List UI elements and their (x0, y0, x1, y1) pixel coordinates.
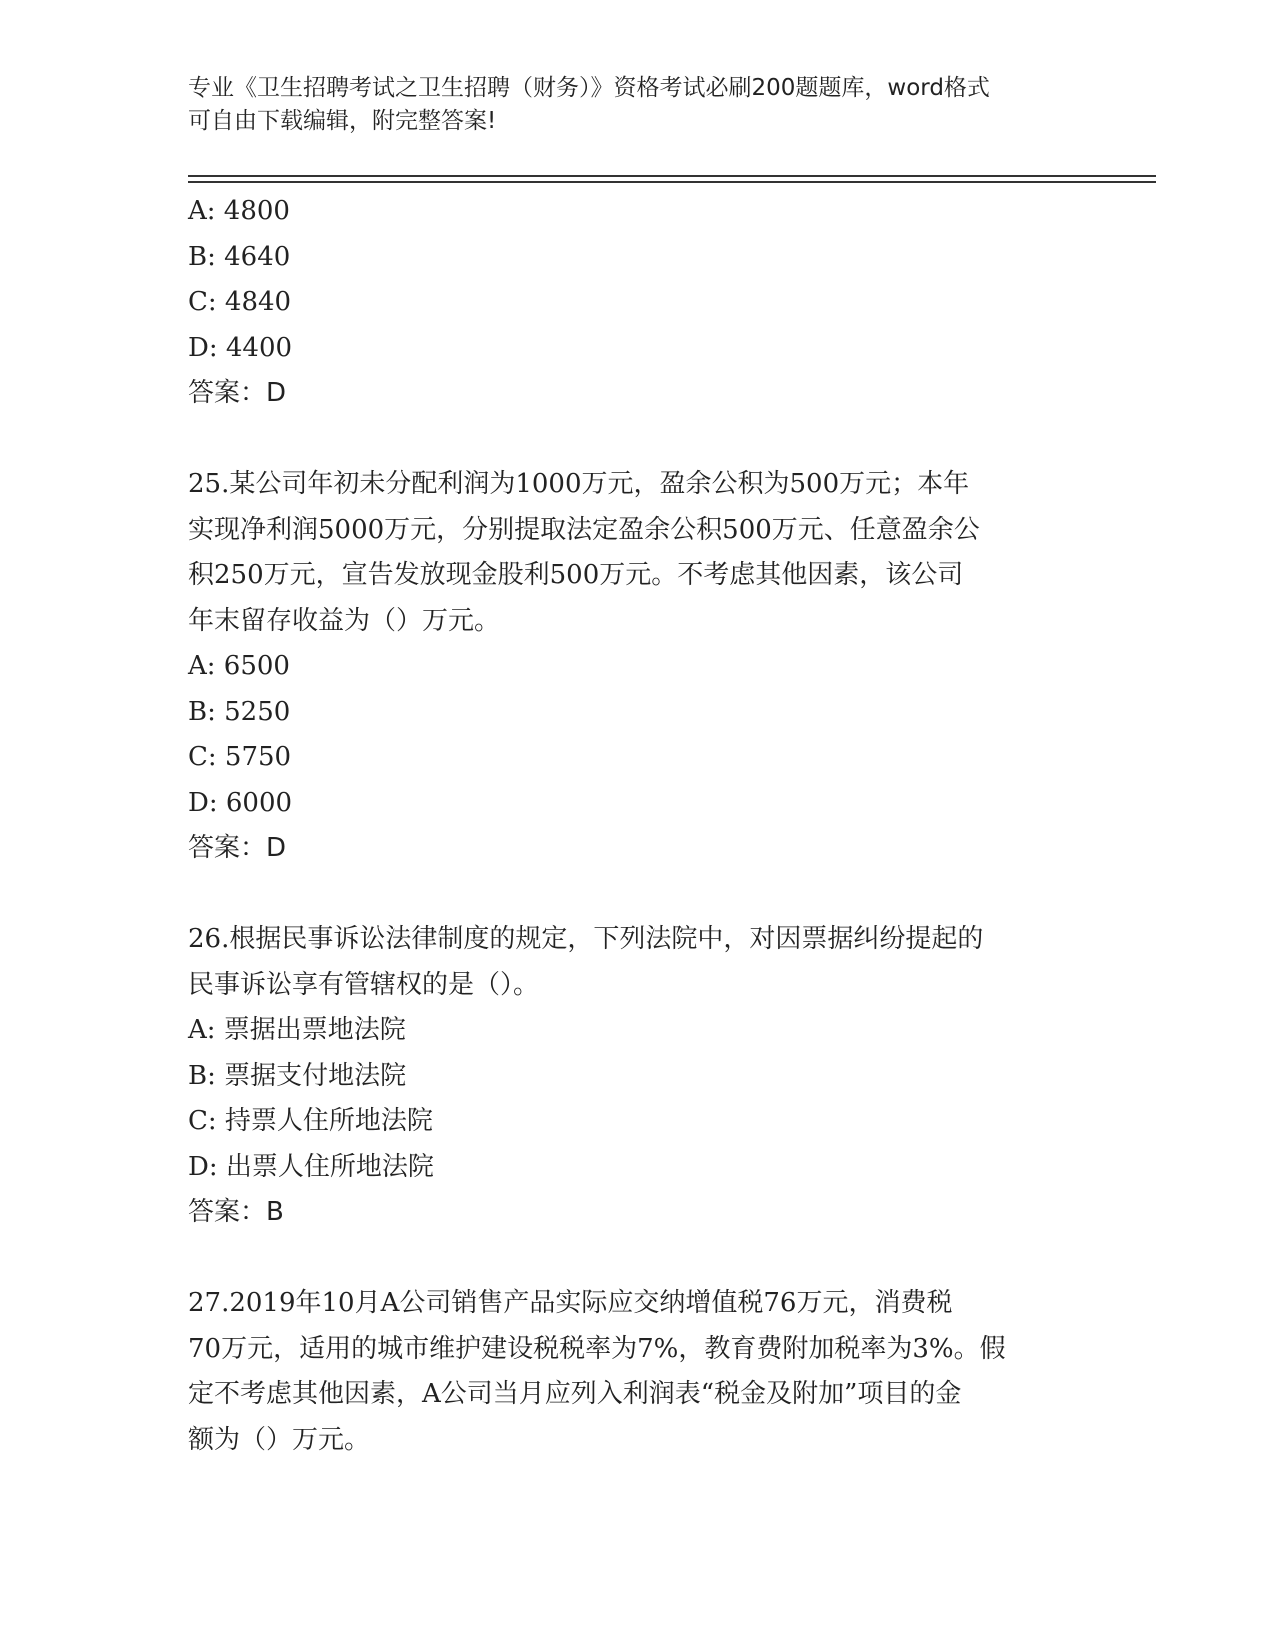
header-divider (188, 181, 1156, 183)
option-d: D: 6000 (188, 787, 293, 818)
option-a: A: 4800 (188, 196, 290, 226)
header-title-line: 专业《卫生招聘考试之卫生招聘（财务）》资格考试必刷200题题库，word格式 (188, 75, 990, 101)
option-b: B: 票据支付地法院 (188, 1060, 407, 1091)
question-text-line: 民事诉讼享有管辖权的是（）。 (188, 969, 540, 1000)
header-subtitle-line: 可自由下载编辑，附完整答案! (188, 108, 497, 134)
answer-line: 答案：D (188, 378, 287, 408)
question-27 (188, 1281, 1088, 1463)
question-25 (188, 462, 1088, 872)
document-header (188, 72, 1088, 138)
option-d: D: 4400 (188, 332, 293, 363)
question-text-line: 积250万元，宣告发放现金股利500万元。不考虑其他因素，该公司 (188, 560, 964, 590)
option-c: C: 4840 (188, 287, 292, 317)
question-text-line: 70万元，适用的城市维护建设税税率为7%，教育费附加税率为3%。假 (188, 1333, 1006, 1364)
question-text-line: 实现净利润5000万元，分别提取法定盈余公积500万元、任意盈余公 (188, 514, 980, 545)
question-text-line: 额为（）万元。 (188, 1424, 371, 1455)
question-text-line: 定不考虑其他因素，A公司当月应列入利润表“税金及附加”项目的金 (188, 1379, 962, 1409)
option-a: A: 票据出票地法院 (188, 1015, 406, 1045)
answer-line: 答案：D (188, 833, 287, 863)
option-c: C: 持票人住所地法院 (188, 1106, 433, 1136)
question-text-line: 26.根据民事诉讼法律制度的规定，下列法院中，对因票据纠纷提起的 (188, 924, 984, 954)
question-26 (188, 917, 1088, 1236)
option-d: D: 出票人住所地法院 (188, 1151, 434, 1182)
answer-line: 答案：B (188, 1197, 284, 1227)
option-b: B: 4640 (188, 241, 291, 272)
question-24-options (188, 189, 1088, 417)
option-a: A: 6500 (188, 651, 290, 681)
header-divider (188, 175, 1156, 177)
question-content (188, 189, 1088, 1463)
option-b: B: 5250 (188, 696, 291, 727)
option-c: C: 5750 (188, 742, 292, 772)
question-text-line: 27.2019年10月A公司销售产品实际应交纳增值税76万元，消费税 (188, 1288, 953, 1318)
question-text-line: 25.某公司年初未分配利润为1000万元，盈余公积为500万元；本年 (188, 469, 970, 499)
question-text-line: 年末留存收益为（）万元。 (188, 605, 501, 636)
